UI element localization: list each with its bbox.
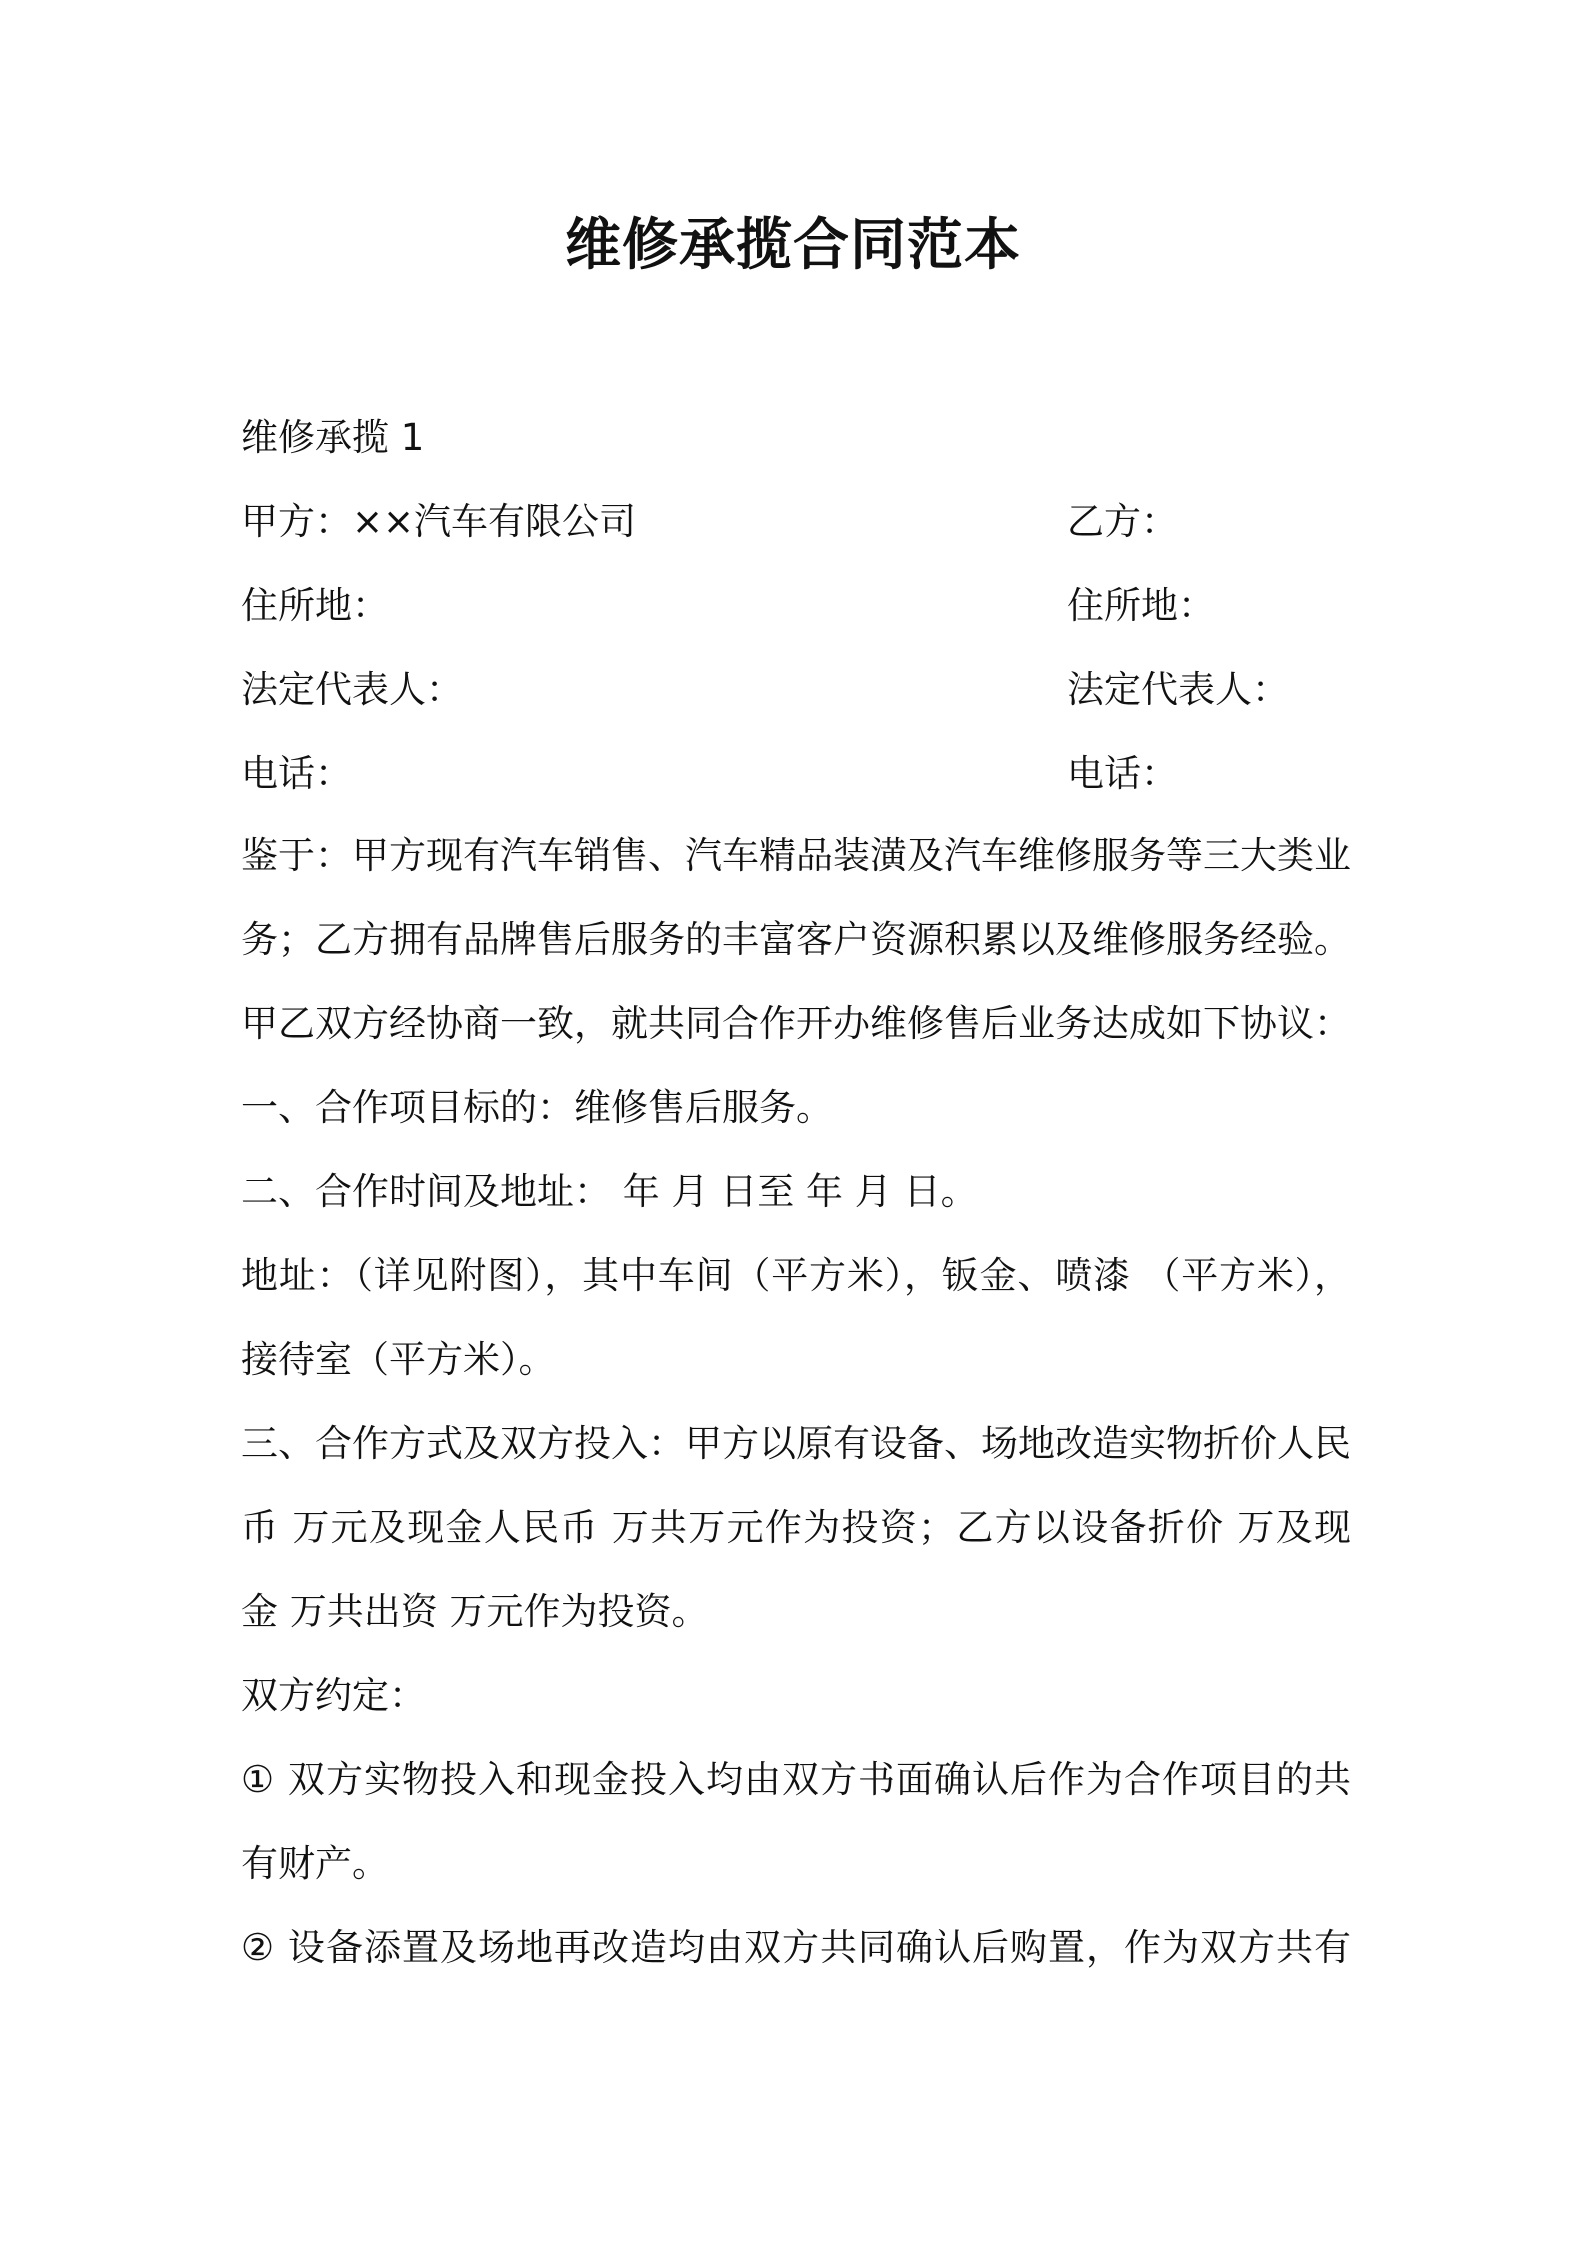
clause-2 bbox=[241, 1922, 1361, 1974]
body-line-3 bbox=[241, 998, 1361, 1050]
section-2-heading: 二、合作时间及地址： 年 月 日至 年 月 日。 bbox=[241, 1170, 978, 1213]
party-b-name: 乙方： bbox=[1067, 500, 1178, 543]
section-3-heading bbox=[241, 1418, 1361, 1470]
body-line-investment-end: 金 万共出资 万元作为投资。 bbox=[241, 1590, 709, 1633]
document-title: 维修承揽合同范本 bbox=[565, 213, 1021, 278]
paragraph-text: ② 设备添置及场地再改造均由双方共同确认后购置，作为双方共有 bbox=[241, 1926, 1351, 1969]
paragraph-text: 地址：（详见附图），其中车间（平方米），钣金、喷漆 （平方米）， bbox=[241, 1254, 1351, 1297]
party-a-legal-rep: 法定代表人： bbox=[241, 668, 463, 711]
paragraph-text: 务；乙方拥有品牌售后服务的丰富客户资源积累以及维修服务经验。 bbox=[241, 918, 1351, 961]
agreement-heading: 双方约定： bbox=[241, 1674, 426, 1717]
body-line-reception: 接待室（平方米）。 bbox=[241, 1338, 556, 1381]
body-line-2 bbox=[241, 914, 1361, 966]
paragraph-text: ① 双方实物投入和现金投入均由双方书面确认后作为合作项目的共 bbox=[241, 1758, 1351, 1801]
party-b-legal-rep: 法定代表人： bbox=[1067, 668, 1289, 711]
clause-1-end: 有财产。 bbox=[241, 1842, 389, 1885]
party-row-legal-rep bbox=[241, 664, 1361, 716]
body-line-1 bbox=[241, 830, 1361, 882]
party-row-phone bbox=[241, 748, 1361, 800]
contract-subtitle: 维修承揽 1 bbox=[241, 416, 425, 459]
body-line-investment bbox=[241, 1502, 1361, 1554]
paragraph-text: 币 万元及现金人民币 万共万元作为投资；乙方以设备折价 万及现 bbox=[241, 1506, 1351, 1549]
party-a-name: 甲方：××汽车有限公司 bbox=[241, 500, 637, 543]
party-row-address bbox=[241, 580, 1361, 632]
section-1-heading: 一、合作项目标的：维修售后服务。 bbox=[241, 1086, 833, 1129]
paragraph-text: 鉴于：甲方现有汽车销售、汽车精品装潢及汽车维修服务等三大类业 bbox=[241, 834, 1351, 877]
party-row-name bbox=[241, 496, 1361, 548]
party-b-phone: 电话： bbox=[1067, 752, 1178, 795]
party-a-phone: 电话： bbox=[241, 752, 352, 795]
party-a-address: 住所地： bbox=[241, 584, 389, 627]
paragraph-text: 三、合作方式及双方投入：甲方以原有设备、场地改造实物折价人民 bbox=[241, 1422, 1351, 1465]
paragraph-text: 甲乙双方经协商一致，就共同合作开办维修售后业务达成如下协议： bbox=[241, 1002, 1351, 1045]
body-line-address bbox=[241, 1250, 1361, 1302]
clause-1 bbox=[241, 1754, 1361, 1806]
party-b-address: 住所地： bbox=[1067, 584, 1215, 627]
